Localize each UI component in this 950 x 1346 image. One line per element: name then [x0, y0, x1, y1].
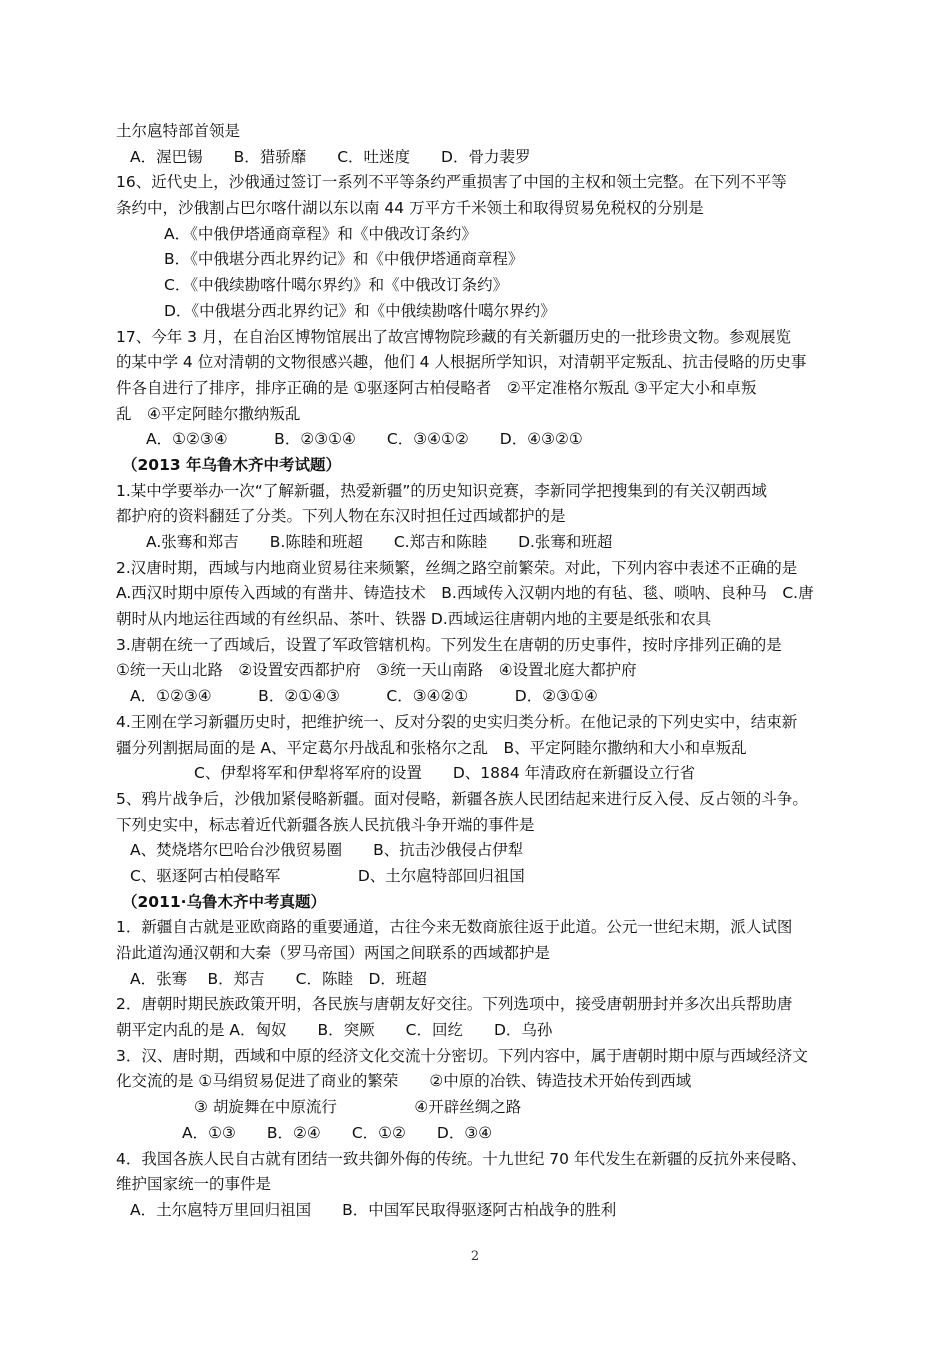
question-text: 维护国家统一的事件是 — [116, 1175, 272, 1194]
answer-options: 朝时从内地运往西域的有丝织品、茶叶、铁器 D.西域运往唐朝内地的主要是纸张和农具 — [116, 610, 712, 629]
answer-option: A．《中俄伊塔通商章程》和《中俄改订条约》 — [164, 224, 477, 243]
question-text: 4．我国各族人民自古就有团结一致共御外侮的传统。十九世纪 70 年代发生在新疆的反抗外来侵略、 — [116, 1149, 807, 1168]
section-heading: （2013 年乌鲁木齐中考试题） — [122, 455, 342, 474]
document-body — [116, 119, 846, 1224]
question-text: 2．唐朝时期民族政策开明，各民族与唐朝友好交往。下列选项中，接受唐朝册封并多次出兵帮助唐 — [116, 995, 793, 1014]
question-text: 件各自进行了排序，排序正确的是 ①驱逐阿古柏侵略者 ②平定准格尔叛乱 ③平定大小和卓叛 — [116, 378, 757, 397]
question-text: 4.王刚在学习新疆历史时，把维护统一、反对分裂的史实归类分析。在他记录的下列史实中，结束新 — [116, 712, 798, 731]
question-text: 朝平定内乱的是 A．匈奴 B．突厥 C．回纥 D．乌孙 — [116, 1021, 553, 1040]
section-heading: （2011·乌鲁木齐中考真题） — [122, 892, 327, 911]
question-text: 17、今年 3 月，在自治区博物馆展出了故宫博物院珍藏的有关新疆历史的一批珍贵文物。参观展览 — [116, 327, 791, 346]
question-text: 3.唐朝在统一了西域后，设置了军政管辖机构。下列发生在唐朝的历史事件，按时序排列正确的是 — [116, 635, 782, 654]
question-text: 2.汉唐时期，西域与内地商业贸易往来频繁，丝绸之路空前繁荣。对此，下列内容中表述不正确的是 — [116, 558, 798, 577]
question-text: ①统一天山北路 ②设置安西都护府 ③统一天山南路 ④设置北庭大都护府 — [116, 661, 637, 680]
page-number: 2 — [470, 1249, 480, 1264]
question-text: 疆分列割据局面的是 A、平定葛尔丹战乱和张格尔之乱 B、平定阿睦尔撒纳和大小和卓叛乱 — [116, 738, 747, 757]
text-line: 土尔扈特部首领是 — [116, 122, 241, 140]
answer-options: C、伊犁将军和伊犁将军府的设置 D、1884 年清政府在新疆设立行省 — [194, 764, 696, 783]
answer-option: D．《中俄堪分西北界约记》和《中俄续勘喀什噶尔界约》 — [164, 301, 556, 320]
answer-options: A．渥巴锡 B．猎骄靡 C．吐迷度 D．骨力裴罗 — [130, 147, 531, 166]
question-text: 条约中，沙俄割占巴尔喀什湖以东以南 44 万平方千米领土和取得贸易免税权的分别是 — [116, 199, 704, 218]
question-text: 3．汉、唐时期，西域和中原的经济文化交流十分密切。下列内容中，属于唐朝时期中原与西域经济文 — [116, 1046, 808, 1065]
question-text: 沿此道沟通汉朝和大秦（罗马帝国）两国之间联系的西域都护是 — [116, 944, 551, 962]
question-text: 化交流的是 ①马绢贸易促进了商业的繁荣 ②中原的冶铁、铸造技术开始传到西域 — [116, 1072, 692, 1091]
answer-options: A．土尔扈特万里回归祖国 B．中国军民取得驱逐阿古柏战争的胜利 — [130, 1200, 617, 1219]
answer-options: ③ 胡旋舞在中原流行 ④开辟丝绸之路 — [194, 1098, 522, 1117]
answer-option: B．《中俄堪分西北界约记》和《中俄伊塔通商章程》 — [164, 250, 524, 269]
question-text: 16、近代史上，沙俄通过签订一系列不平等条约严重损害了中国的主权和领土完整。在下列不平等 — [116, 173, 787, 192]
question-text: 的某中学 4 位对清朝的文物很感兴趣，他们 4 人根据所学知识，对清朝平定叛乱、抗击侵略的历史事 — [116, 353, 807, 372]
answer-options: A．①③ B．②④ C．①② D．③④ — [182, 1123, 493, 1142]
answer-options: C、驱逐阿古柏侵略军 D、土尔扈特部回归祖国 — [130, 866, 525, 885]
question-text: 5、鸦片战争后，沙俄加紧侵略新疆。面对侵略，新疆各族人民团结起来进行反入侵、反占领的斗争。 — [116, 789, 808, 808]
question-text: 都护府的资料翻廷了分类。下列人物在东汉时担任过西域都护的是 — [116, 507, 566, 526]
question-text: 1.某中学要举办一次“了解新疆，热爱新疆”的历史知识竞赛，李新同学把搜集到的有关汉朝西域 — [116, 481, 767, 500]
answer-options: A．①②③④ B．②③①④ C．③④①② D．④③②① — [146, 430, 583, 449]
question-text: 下列史实中，标志着近代新疆各族人民抗俄斗争开端的事件是 — [116, 815, 535, 834]
answer-options: A、焚烧塔尔巴哈台沙俄贸易圈 B、抗击沙俄侵占伊犁 — [130, 841, 524, 860]
answer-options: A.西汉时期中原传入西域的有凿井、铸造技术 B.西域传入汉朝内地的有毡、毯、唢呐、良种马 C.唐 — [116, 584, 814, 603]
question-text: 1．新疆自古就是亚欧商路的重要通道，古往今来无数商旅往返于此道。公元一世纪末期，派人试图 — [116, 918, 793, 937]
answer-option: C．《中俄续勘喀什噶尔界约》和《中俄改订条约》 — [164, 276, 509, 295]
question-text: 乱 ④平定阿睦尔撒纳叛乱 — [116, 404, 301, 423]
answer-options: A．①②③④ B．②①④③ C．③④②① D．②③①④ — [130, 687, 598, 706]
answer-options: A.张骞和郑吉 B.陈睦和班超 C.郑吉和陈睦 D.张骞和班超 — [146, 533, 613, 551]
answer-options: A．张骞 B．郑吉 C．陈睦 D．班超 — [130, 969, 427, 988]
